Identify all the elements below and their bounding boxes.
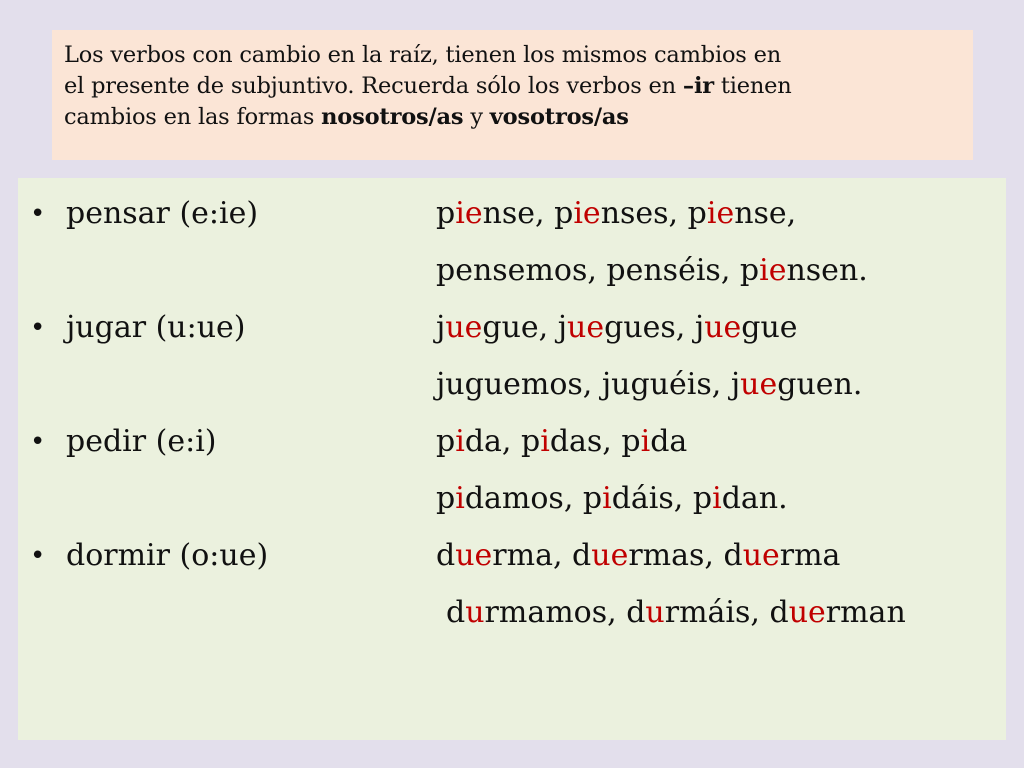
stem-change-highlight: ue — [445, 310, 483, 345]
note-ir-emphasis: –ir — [682, 73, 714, 99]
conjugation-text: rmáis, d — [664, 595, 789, 630]
conjugation-text: p — [436, 424, 456, 459]
stem-change-highlight: i — [712, 481, 722, 516]
verb-row-jugar-cont — [18, 357, 1006, 413]
stem-change-highlight: i — [455, 424, 465, 459]
verb-row-pensar-cont — [18, 243, 1006, 299]
stem-change-highlight: ue — [740, 367, 778, 402]
conjugation-text: rma — [779, 538, 841, 573]
verb-row-pedir — [18, 414, 1006, 470]
conjugation-text: da — [650, 424, 688, 459]
conjugation-text: d — [436, 538, 456, 573]
conjugation-text: damos, p — [464, 481, 603, 516]
verb-label: jugar (u:ue) — [66, 310, 246, 345]
stem-change-highlight: ue — [788, 595, 826, 630]
conjugation-text: da, p — [464, 424, 541, 459]
stem-change-highlight: ue — [704, 310, 742, 345]
bullet: • — [30, 427, 46, 457]
stem-change-highlight: u — [465, 595, 485, 630]
conjugation-text: nse, — [734, 196, 797, 231]
stem-change-highlight: ie — [455, 196, 483, 231]
conjugation-forms — [436, 300, 798, 356]
stem-change-highlight: ue — [742, 538, 780, 573]
conjugation-forms — [436, 471, 788, 527]
conjugation-text: pensemos, penséis, p — [436, 253, 760, 288]
stem-change-highlight: ue — [591, 538, 629, 573]
note-vosotros-emphasis: vosotros/as — [489, 104, 629, 130]
conjugation-text: rmas, d — [628, 538, 743, 573]
conjugation-text: j — [436, 310, 446, 345]
conjugation-text: p — [436, 196, 456, 231]
stem-change-highlight: ie — [706, 196, 735, 231]
stem-change-highlight: i — [602, 481, 612, 516]
verb-row-pensar — [18, 186, 1006, 242]
conjugation-text: nses, p — [600, 196, 707, 231]
conjugation-text: d — [446, 595, 466, 630]
verb-label: dormir (o:ue) — [66, 538, 269, 573]
conjugation-forms — [436, 243, 868, 299]
verb-row-dormir-cont — [18, 585, 1006, 641]
conjugation-forms — [436, 357, 862, 413]
conjugation-panel — [18, 178, 1006, 740]
verb-label: pensar (e:ie) — [66, 196, 259, 231]
conjugation-text: rman — [825, 595, 906, 630]
stem-change-highlight: u — [645, 595, 665, 630]
conjugation-text: juguemos, juguéis, j — [436, 367, 741, 402]
verb-row-jugar — [18, 300, 1006, 356]
conjugation-text: gue — [741, 310, 798, 345]
stem-change-highlight: i — [540, 424, 550, 459]
stem-change-highlight: ie — [759, 253, 787, 288]
note-nosotros-emphasis: nosotros/as — [321, 104, 464, 130]
conjugation-forms — [446, 585, 906, 641]
conjugation-text: gues, j — [604, 310, 705, 345]
note-line-1: Los verbos con cambio en la raíz, tienen los mismos cambios en — [64, 42, 782, 68]
verb-row-pedir-cont — [18, 471, 1006, 527]
stem-change-highlight: ie — [573, 196, 601, 231]
conjugation-text: nsen. — [786, 253, 868, 288]
verb-row-dormir — [18, 528, 1006, 584]
conjugation-text: rma, d — [492, 538, 592, 573]
conjugation-text: nse, p — [482, 196, 574, 231]
bullet: • — [30, 541, 46, 571]
note-line-3: cambios en las formas nosotros/as y vosotros/as — [64, 104, 629, 130]
conjugation-text: gue, j — [482, 310, 568, 345]
note-line-2: el presente de subjuntivo. Recuerda sólo los verbos en –ir tienen — [64, 73, 792, 99]
stem-change-highlight: i — [455, 481, 465, 516]
conjugation-text: dan. — [721, 481, 788, 516]
conjugation-forms — [436, 186, 796, 242]
bullet: • — [30, 313, 46, 343]
conjugation-text: rmamos, d — [484, 595, 646, 630]
verb-label: pedir (e:i) — [66, 424, 217, 459]
conjugation-text: guen. — [777, 367, 863, 402]
conjugation-text: dáis, p — [611, 481, 713, 516]
intro-note — [52, 30, 973, 160]
conjugation-forms — [436, 528, 840, 584]
bullet: • — [30, 199, 46, 229]
stem-change-highlight: ue — [567, 310, 605, 345]
stem-change-highlight: ue — [455, 538, 493, 573]
stem-change-highlight: i — [640, 424, 651, 459]
conjugation-text: das, p — [549, 424, 641, 459]
conjugation-text: p — [436, 481, 456, 516]
conjugation-forms — [436, 414, 687, 470]
